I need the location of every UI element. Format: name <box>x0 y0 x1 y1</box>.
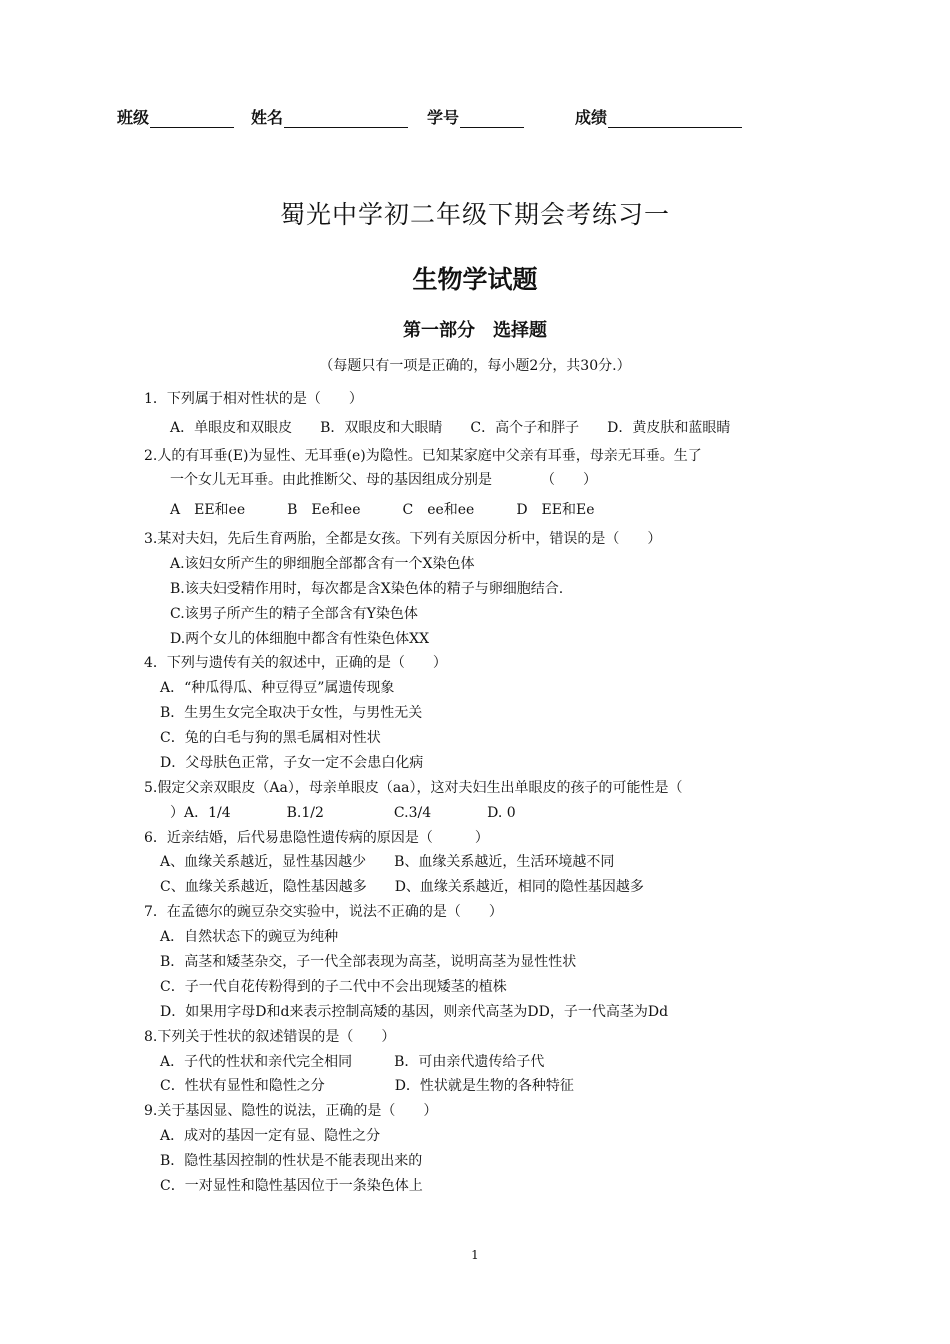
name-blank[interactable] <box>284 109 408 128</box>
name-field <box>251 105 408 128</box>
question-7-option-d: D．如果用字母D和d来表示控制高矮的基因，则亲代高茎为DD，子一代高茎为Dd <box>160 1004 669 1020</box>
question-6-stem: 6．近亲结婚，后代易患隐性遗传病的原因是（ ） <box>144 830 489 846</box>
question-1-options: A．单眼皮和双眼皮 B．双眼皮和大眼睛 C．高个子和胖子 D．黄皮肤和蓝眼睛 <box>170 420 731 436</box>
class-field <box>117 105 234 128</box>
name-label: 姓名 <box>251 108 284 127</box>
page-number: 1 <box>471 1248 479 1262</box>
student-info-header <box>117 105 817 135</box>
question-3-option-d: D.两个女儿的体细胞中都含有性染色体XX <box>170 631 430 647</box>
question-3-option-b: B.该夫妇受精作用时，每次都是含X染色体的精子与卵细胞结合. <box>170 581 564 597</box>
student-id-blank[interactable] <box>460 109 524 128</box>
question-9-option-a: A．成对的基因一定有显、隐性之分 <box>160 1128 381 1144</box>
exam-title: 蜀光中学初二年级下期会考练习一 <box>279 200 670 229</box>
question-4-stem: 4．下列与遗传有关的叙述中，正确的是（ ） <box>144 655 447 671</box>
question-1-stem: 1．下列属于相对性状的是（ ） <box>144 391 363 407</box>
question-8-stem: 8.下列关于性状的叙述错误的是（ ） <box>144 1029 396 1045</box>
question-4-option-a: A．“种瓜得瓜、种豆得豆”属遗传现象 <box>160 680 395 696</box>
question-6-options-cd: C、血缘关系越近，隐性基因越多 D、血缘关系越近，相同的隐性基因越多 <box>160 879 644 895</box>
score-field <box>575 105 742 128</box>
question-9-option-b: B．隐性基因控制的性状是不能表现出来的 <box>160 1153 423 1169</box>
section-instructions: （每题只有一项是正确的，每小题2分，共30分.） <box>319 358 631 374</box>
question-3-option-c: C.该男子所产生的精子全部含有Y染色体 <box>170 606 418 622</box>
class-blank[interactable] <box>150 109 234 128</box>
student-id-field <box>427 105 524 128</box>
question-9-stem: 9.关于基因显、隐性的说法，正确的是（ ） <box>144 1103 438 1119</box>
question-7-option-b: B．高茎和矮茎杂交，子一代全部表现为高茎，说明高茎为显性性状 <box>160 954 577 970</box>
exam-subtitle: 生物学试题 <box>412 265 538 294</box>
question-4-option-b: B．生男生女完全取决于女性，与男性无关 <box>160 705 423 721</box>
score-blank[interactable] <box>608 109 742 128</box>
section-heading: 第一部分 选择题 <box>403 320 547 341</box>
question-4-option-c: C．兔的白毛与狗的黑毛属相对性状 <box>160 730 381 746</box>
question-5-options: ）A．1/4 B.1/2 C.3/4 D. 0 <box>170 805 516 821</box>
score-label: 成绩 <box>575 108 608 127</box>
question-6-options-ab: A、血缘关系越近，显性基因越少 B、血缘关系越近，生活环境越不同 <box>160 854 615 870</box>
question-9-option-c: C．一对显性和隐性基因位于一条染色体上 <box>160 1178 423 1194</box>
question-3-stem: 3.某对夫妇，先后生育两胎，全都是女孩。下列有关原因分析中，错误的是（ ） <box>144 531 662 547</box>
question-8-options-ab: A．子代的性状和亲代完全相同 B．可由亲代遗传给子代 <box>160 1054 545 1070</box>
question-7-option-c: C．子一代自花传粉得到的子二代中不会出现矮茎的植株 <box>160 979 507 995</box>
question-2-stem-line2: 一个女儿无耳垂。由此推断父、母的基因组成分别是 （ ） <box>170 472 597 488</box>
question-5-stem: 5.假定父亲双眼皮（Aa），母亲单眼皮（aa），这对夫妇生出单眼皮的孩子的可能性是（ <box>144 780 683 796</box>
question-4-option-d: D．父母肤色正常，子女一定不会患白化病 <box>160 755 424 771</box>
question-7-stem: 7．在孟德尔的豌豆杂交实验中，说法不正确的是（ ） <box>144 904 503 920</box>
question-2-stem-line1: 2.人的有耳垂(E)为显性、无耳垂(e)为隐性。已知某家庭中父亲有耳垂，母亲无耳垂。生了 <box>144 448 702 464</box>
student-id-label: 学号 <box>427 108 460 127</box>
question-3-option-a: A.该妇女所产生的卵细胞全部都含有一个X染色体 <box>170 556 475 572</box>
class-label: 班级 <box>117 108 150 127</box>
question-7-option-a: A．自然状态下的豌豆为纯种 <box>160 929 339 945</box>
question-8-options-cd: C．性状有显性和隐性之分 D．性状就是生物的各种特征 <box>160 1078 574 1094</box>
question-2-options: A EE和ee B Ee和ee C ee和ee D EE和Ee <box>170 502 595 518</box>
